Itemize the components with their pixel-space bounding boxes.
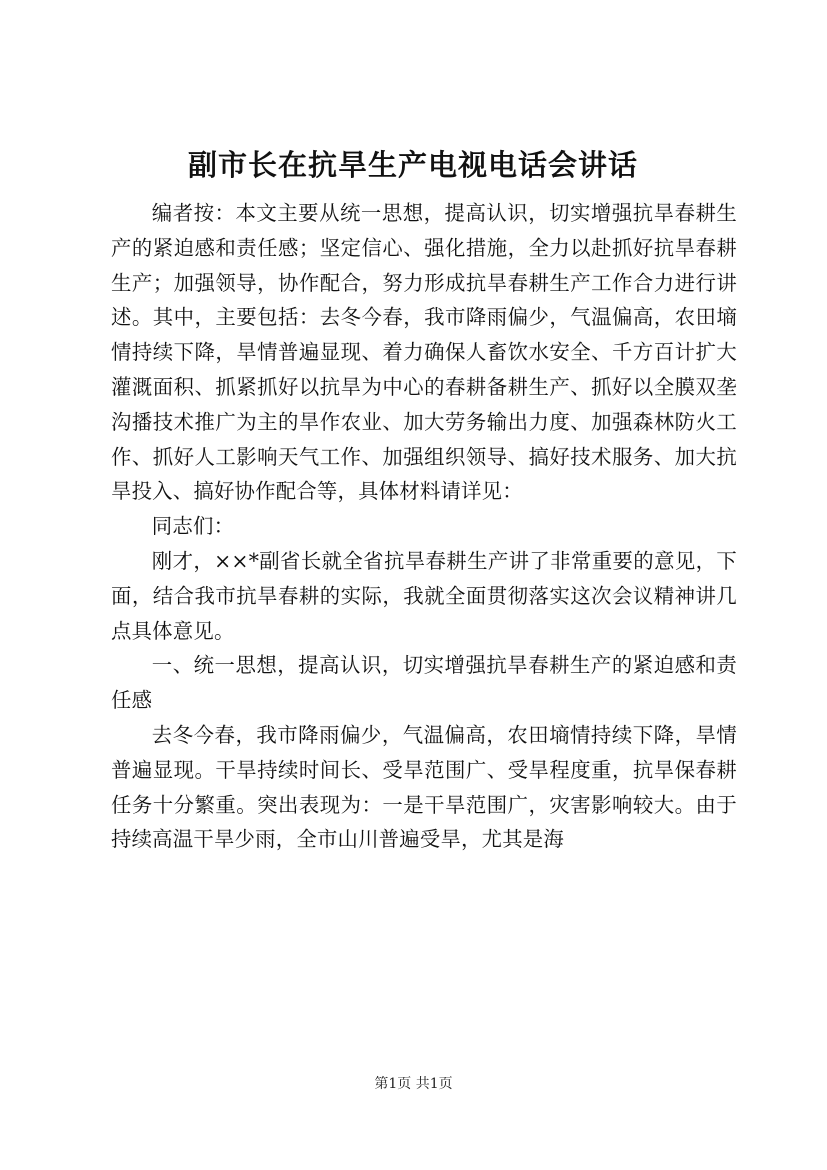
opening-paragraph: 刚才，××*副省长就全省抗旱春耕生产讲了非常重要的意见，下面，结合我市抗旱春耕的实际，我就全面贯彻落实这次会议精神讲几点具体意见。 (111, 548, 737, 643)
section-1-paragraph: 去冬今春，我市降雨偏少，气温偏高，农田墒情持续下降，旱情普遍显现。干旱持续时间长、受旱范围广、受旱程度重，抗旱保春耕任务十分繁重。突出表现为：一是干旱范围广，灾害影响较大。由于持续高温干旱少雨，全市山川普遍受旱，尤其是海 (111, 722, 737, 852)
document-title: 副市长在抗旱生产电视电话会讲话 (187, 148, 638, 182)
page-footer: 第1页 共1页 (374, 1076, 453, 1092)
editor-note-paragraph: 编者按：本文主要从统一思想，提高认识，切实增强抗旱春耕生产的紧迫感和责任感；坚定信心、强化措施，全力以赴抓好抗旱春耕生产；加强领导，协作配合，努力形成抗旱春耕生产工作合力进行讲述。其中，主要包括：去冬今春，我市降雨偏少，气温偏高，农田墒情持续下降，旱情普遍显现、着力确保人畜饮水安全、千方百计扩大灌溉面积、抓紧抓好以抗旱为中心的春耕备耕生产、抓好以全膜双垄沟播技术推广为主的旱作农业、加大劳务输出力度、加强森林防火工作、抓好人工影响天气工作、加强组织领导、搞好技术服务、加大抗旱投入、搞好协作配合等，具体材料请详见： (111, 201, 737, 504)
salutation-paragraph: 同志们： (151, 514, 235, 539)
section-heading-1: 一、统一思想，提高认识，切实增强抗旱春耕生产的紧迫感和责任感 (111, 653, 737, 713)
document-body (111, 196, 737, 857)
